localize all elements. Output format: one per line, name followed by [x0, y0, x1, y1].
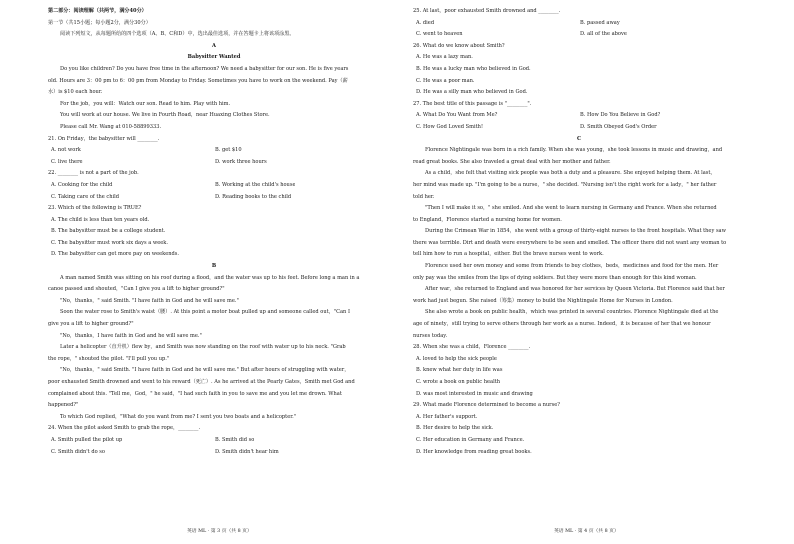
- option-d[interactable]: D. all of the above: [580, 31, 627, 38]
- options-row: [413, 110, 745, 122]
- option-d[interactable]: D. Smith didn't hear him: [215, 448, 279, 455]
- passage-c-text: there was terrible. Dirt and death were everywhere to be seen and smelled. The officer there did not want any woman to: [413, 239, 727, 246]
- option-a[interactable]: A. He was a lazy man.: [416, 54, 473, 61]
- options-row: [48, 447, 380, 459]
- passage-a-text: Do you like children? Do you have free time in the afternoon? We need a babysitter for our son. He is five years: [60, 65, 349, 72]
- option-c[interactable]: C. Taking care of the child: [51, 193, 120, 200]
- instructions: 阅读下列短文，从每题所给的四个选项（A、B、C和D）中，选出最佳选项，并在答题卡上将该项涂黑。: [60, 31, 295, 38]
- passage-a-title: Babysitter Wanted: [187, 54, 241, 61]
- passage-a-text: For the job，you will：Watch our son. Read to him. Play with him.: [60, 100, 231, 107]
- passage-c-text: read great books. She also traveled a great deal with her mother and father.: [413, 158, 611, 165]
- option-a[interactable]: A. loved to help the sick people: [416, 355, 497, 362]
- page-footer-left: 英语 ML · 第 3 页（共 8 页）: [187, 529, 252, 534]
- passage-b-text: "No，thanks，" said Smith. "I have faith in God and he will save me.": [60, 297, 239, 304]
- right-page: [413, 6, 745, 458]
- option-a[interactable]: A. died: [416, 19, 435, 26]
- passage-c-text: During the Crimean War in 1854，she went with a group of thirty-eight nurses to the front hospitals. What they saw: [425, 228, 726, 235]
- question-29: 29. What made Florence determined to become a nurse?: [413, 402, 560, 409]
- passage-b-text: canoe passed and shouted，"Can I give you a lift to higher ground?": [48, 286, 225, 293]
- passage-b-text: To which God replied，"What do you want from me? I sent you two boats and a helicopter.": [60, 413, 297, 420]
- question-22: 22. ________ is not a part of the job.: [48, 170, 139, 177]
- question-26: 26. What do we know about Smith?: [413, 42, 505, 49]
- option-c[interactable]: C. The babysitter must work six days a week.: [51, 239, 168, 246]
- option-d[interactable]: D. He was a silly man who believed in God.: [416, 89, 528, 96]
- part-title: 第二部分：阅读理解（共两节，满分40分）: [48, 8, 147, 14]
- question-24: 24. When the pilot asked Smith to grab the rope，________.: [48, 425, 201, 432]
- option-d[interactable]: D. was most interested in music and drawing: [416, 390, 533, 397]
- section-heading: 第一节（共15小题；每小题2分，满分30分）: [48, 19, 151, 26]
- options-row: [48, 157, 380, 169]
- options-row: [413, 122, 745, 134]
- passage-c-text: her mind was made up. "I'm going to be a nurse，" she decided. "Nursing isn't the right work for a lady，" her father: [413, 181, 717, 188]
- question-25: 25. At last，poor exhausted Smith drowned and ________.: [413, 8, 561, 14]
- options-row: [48, 180, 380, 192]
- options-row: [48, 435, 380, 447]
- passage-c-label: C: [576, 135, 582, 142]
- option-c[interactable]: C. Her education in Germany and France.: [416, 436, 525, 443]
- option-c[interactable]: C. live there: [51, 158, 83, 165]
- option-a[interactable]: A. The child is less than ten years old.: [51, 216, 150, 223]
- passage-c-text: As a child，she felt that visiting sick people was both a duty and a pleasure. She enjoyed helping them. At last，: [425, 170, 716, 177]
- option-c[interactable]: C. He was a poor man.: [416, 77, 475, 84]
- passage-c-text: to England，Florence started a nursing home for women.: [413, 216, 562, 223]
- passage-c-text: She also wrote a book on public health，which was printed in several countries. Florence Nightingale died at the: [425, 309, 719, 316]
- option-b[interactable]: B. get $10: [215, 147, 242, 154]
- question-28: 28. When she was a child，Florence ________.: [413, 344, 531, 351]
- option-b[interactable]: B. knew what her duty in life was: [416, 367, 503, 374]
- passage-a-text: Please call Mr. Wang at 010-58899333.: [60, 123, 162, 130]
- passage-c-text: "Then I will make it so，" she smiled. And she went to learn nursing in Germany and France. When she returned: [425, 205, 717, 212]
- options-row: [48, 192, 380, 204]
- passage-a-text: You will work at our house. We live in Fourth Road，near Huaxing Clothes Store.: [60, 112, 270, 119]
- passage-c-text: nurses today.: [413, 332, 448, 339]
- option-d[interactable]: D. The babysitter can get more pay on weekends.: [51, 251, 180, 258]
- passage-c-text: work had just begun. She raised（筹集）money to build the Nightingale Home for Nurses in London.: [413, 297, 673, 304]
- passage-b-text: the rope，" shouted the pilot. "I'll pull you up.": [48, 355, 170, 362]
- passage-b-text: Later a helicopter（直升机）flew by，and Smith was now standing on the roof with water up to his neck. "Grab: [60, 344, 346, 351]
- passage-b-text: "No，thanks，I have faith in God and he will save me.": [60, 332, 202, 339]
- passage-b-text: complained about this. "Tell me，God，" he said，"I had such faith in you to save me and you let me drown. What: [48, 390, 342, 397]
- passage-b-text: happened?": [48, 402, 79, 409]
- page-footer-right: 英语 ML · 第 4 页（共 8 页）: [554, 529, 619, 534]
- options-row: [48, 145, 380, 157]
- option-d[interactable]: D. Her knowledge from reading great books.: [416, 448, 532, 455]
- passage-b-text: A man named Smith was sitting on his roof during a flood，and the water was up to his feet. Before long a man in a: [60, 274, 360, 281]
- option-c[interactable]: C. How God Loved Smith!: [416, 123, 484, 130]
- passage-c-text: only pay was the smiles from the lips of dying soldiers. But they were more than enough for this kind woman.: [413, 274, 697, 281]
- option-c[interactable]: C. wrote a book on public health: [416, 379, 501, 385]
- option-b[interactable]: B. Smith did so: [215, 436, 255, 443]
- passage-c-text: age of ninety，still trying to serve others through her work as a nurse. Indeed，it is because of her that we honour: [413, 321, 711, 328]
- option-b[interactable]: B. The babysitter must be a college student.: [51, 228, 166, 235]
- option-a[interactable]: A. Cooking for the child: [51, 181, 113, 188]
- passage-a-label: A: [212, 42, 216, 49]
- passage-c-text: tell him how to run a hospital，either. But the brave nurses went to work.: [413, 251, 604, 258]
- passage-c-text: told her.: [413, 193, 435, 200]
- question-27: 27. The best title of this passage is "________".: [413, 100, 532, 107]
- option-a[interactable]: A. What Do You Want from Me?: [416, 112, 498, 119]
- option-b[interactable]: B. How Do You Believe in God?: [580, 112, 661, 119]
- passage-b-text: give you a lift to higher ground?": [48, 321, 134, 328]
- options-row: [413, 29, 745, 41]
- question-21: 21. On Friday，the babysitter will ________.: [48, 135, 160, 142]
- passage-c-text: After war，she returned to England and was honored for her services by Queen Victoria. But Florence said that her: [425, 286, 725, 293]
- passage-c-text: Florence used her own money and some from friends to buy clothes，beds，medicines and food for the men. Her: [425, 263, 719, 270]
- passage-b-text: "No，thanks，" said Smith. "I have faith in God and he will save me." But after hours of struggling with water，: [60, 367, 350, 374]
- left-page: [48, 6, 380, 458]
- option-b[interactable]: B. Her desire to help the sick.: [416, 425, 494, 432]
- passage-b-text: poor exhausted Smith drowned and went to his reward（死亡）. As he arrived at the Pearly Gates，Smith met God and: [48, 379, 355, 385]
- option-c[interactable]: C. went to heaven: [416, 31, 463, 38]
- option-c[interactable]: C. Smith didn't do so: [51, 448, 105, 455]
- option-d[interactable]: D. Smith Obeyed God's Order: [580, 123, 657, 130]
- passage-b-text: Soon the water rose to Smith's waist（腰）. At this point a motor boat pulled up and someone called out，"Can I: [60, 309, 350, 316]
- option-b[interactable]: B. Working at the child's house: [215, 181, 296, 188]
- option-a[interactable]: A. not work: [51, 147, 81, 154]
- question-23: 23. Which of the following is TRUE?: [48, 205, 142, 212]
- option-d[interactable]: D. work three hours: [215, 158, 267, 165]
- passage-c-text: Florence Nightingale was born in a rich family. When she was young，she took lessons in music and drawing，and: [425, 147, 723, 154]
- option-d[interactable]: D. Reading books to the child: [215, 193, 292, 200]
- option-a[interactable]: A. Smith pulled the pilot up: [51, 436, 123, 443]
- option-b[interactable]: B. passed away: [580, 19, 620, 26]
- option-b[interactable]: B. He was a lucky man who believed in God.: [416, 65, 531, 72]
- option-a[interactable]: A. Her father's support.: [416, 413, 478, 420]
- passage-a-text: old. Hours are 3：00 pm to 6：00 pm from Monday to Friday. Sometimes you have to work on the weekend. Pay（薪: [48, 77, 348, 84]
- passage-b-label: B: [211, 263, 217, 270]
- passage-a-text: 水）is $10 each hour.: [48, 89, 103, 96]
- options-row: [413, 18, 745, 30]
